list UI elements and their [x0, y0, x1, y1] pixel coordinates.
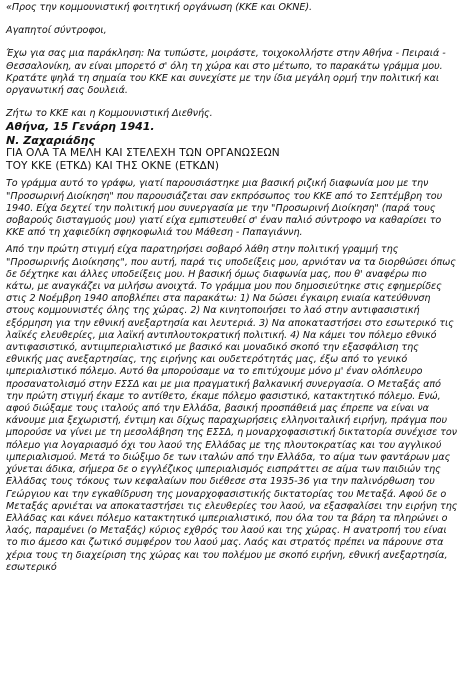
long-live-line: Ζήτω το ΚΚΕ και η Κομμουνιστική Διεθνής. [6, 108, 213, 120]
signature: Ν. Ζαχαριάδης [6, 133, 96, 147]
heading-line-1: ΓΙΑ ΟΛΑ ΤΑ ΜΕΛΗ ΚΑΙ ΣΤΕΛΕΧΗ ΤΩΝ ΟΡΓΑΝΩΣΕΩΝ [6, 147, 280, 160]
body-paragraph-1: Το γράμμα αυτό το γράφω, γιατί παρουσιάστηκε μια βασική ριζική διαφωνία μου με την "Προσωρινή Διοίκηση" που παρουσιάζεται σαν εκπρόσωπος του ΚΚΕ από το Σεπτέμβρη του 1940. Είχα δεχτεί την πολιτική μου συνεργασία με την "Προσωρινή Διοίκηση" (παρά τους σοβαρούς δισταγμούς μου) γιατί είχα εμπιστευθεί σ' έναν παλιό σύντροφο να καθαρίσει το ΚΚΕ από τη χαφιεδίκη σφηκοφωλιά του Μάθεση - Παπαγιάννη. [6, 178, 443, 239]
heading-line-2: ΤΟΥ ΚΚΕ (ΕΤΚΔ) ΚΑΙ ΤΗΣ ΟΚΝΕ (ΕΤΚΔΝ) [6, 160, 220, 173]
request-paragraph: Έχω για σας μια παράκληση: Να τυπώστε, μοιράστε, τοιχοκολλήστε στην Αθήνα - Πειραιά - Θεσσαλονίκη, αν είναι μπορετό σ' όλη τη χώρα και στο μέτωπο, το παρακάτω γράμμα μου. Κρατάτε ψηλά τη σημαία του ΚΚΕ και συνεχίστε με την ίδια μεγάλη ορμή την πολιτική και οργανωτική σας δουλειά. [6, 48, 446, 97]
salutation: Αγαπητοί σύντροφοι, [6, 25, 107, 37]
place-date: Αθήνα, 15 Γενάρη 1941. [6, 120, 155, 134]
body-paragraph-2: Από την πρώτη στιγμή είχα παρατηρήσει σοβαρό λάθη στην πολιτική γραμμή της "Προσωρινής Διοίκησης", που αυτή, παρά τις υποδείξεις μου, αρνιόταν να τα διορθώσει όπως δε δέχτηκε και άλλες υποδείξεις μου. Η βασική όμως διαφωνία μας, που θ' αναφέρω πιο κάτω, με αναγκάζει να μιλήσω ανοιχτά. Το γράμμα μου που δημοσιεύτηκε στις εφημερίδες στις 2 Νοέμβρη 1940 αποβλέπει στα παρακάτω: 1) Να δώσει έγκαιρη ενιαία κατεύθυνση στους κομμουνιστές όλης της χώρας. 2) Να κινητοποιήσει το λαό στην αντιφασιστική εξόρμηση για την εθνική ανεξαρτησία και λευτεριά. 3) Να αποκαταστήσει στο εσωτερικό τις λαϊκές ελευθερίες, μια λαϊκή αντιπλουτοκρατική πολιτική. 4) Να κάμει τον πόλεμο εθνικό αντιφασιστικό, αντιιμπεριαλιστικό με βασικό και μοναδικό σκοπό την εξασφάλιση της εθνικής μας ανεξαρτησίας, της ειρήνης και ουδετερότητάς μας, έξω από το γενικό ιμπεριαλιστικό πόλεμο. Αυτό θα μπορούσαμε να το επιτύχουμε μόνο μ' έναν ολόπλευρο προσανατολισμό στην ΕΣΣΔ και με μια πραγματική βαλκανική συνεργασία. Ο Μεταξάς από την πρώτη στιγμή έκαμε το αντίθετο, έκαμε πόλεμο φασιστικό, κατακτητικό πόλεμο. Ενώ, αφού διώξαμε τους ιταλούς από την Ελλάδα, βασική προσπάθειά μας έπρεπε να είναι να κάνουμε μια ξεχωριστή, έντιμη και δίχως παραχωρήσεις ελληνοιταλική ειρήνη, πράγμα που μπορούσε να γίνει με τη μεσολάβηση της ΕΣΣΔ, η μοναρχοφασιστική δικτατορία συνέχισε τον πόλεμο για λογαριασμό όχι του λαού της Ελλάδας με της πλουτοκρατίας και του αγγλικού ιμπεριαλισμού. Μετά το διώξιμο δε των ιταλών από την Ελλάδα, το αίμα των φαντάρων μας χύνεται άδικα, σήμερα δε ο εγγλέζικος ιμπεριαλισμός εισπράττει σε αίμα των παιδιών της Ελλάδας τους τόκους των κεφαλαίων που διέθεσε στα 1935-36 για την παλινόρθωση του Γεώργιου και την εγκαθίδρυση της μοναρχοφασιστικής δικτατορίας του Μεταξά. Αφού δε ο Μεταξάς αρνιέται να αποκαταστήσει τις ελευθερίες του λαού, να εξασφαλίσει την ειρήνη της Ελλάδας και κάνει πόλεμο κατακτητικό ιμπεριαλιστικό, που όλα του τα βάρη τα πληρώνει ο λαός, παραμένει (ο Μεταξάς) κύριος εχθρός του λαού και της χώρας. Η ανατροπή του είναι το πιο άμεσο και ζωτικό συμφέρον του λαού μας. Λαός και στρατός πρέπει να πάρουνε στα χέρια τους τη διαχείριση της χώρας και του πολέμου με σκοπό ειρήνη, εθνική ανεξαρτησία, εσωτερικό [6, 244, 458, 573]
intro-line: «Προς την κομμουνιστική φοιτητική οργάνωση (ΚΚΕ και ΟΚΝΕ). [6, 2, 313, 13]
